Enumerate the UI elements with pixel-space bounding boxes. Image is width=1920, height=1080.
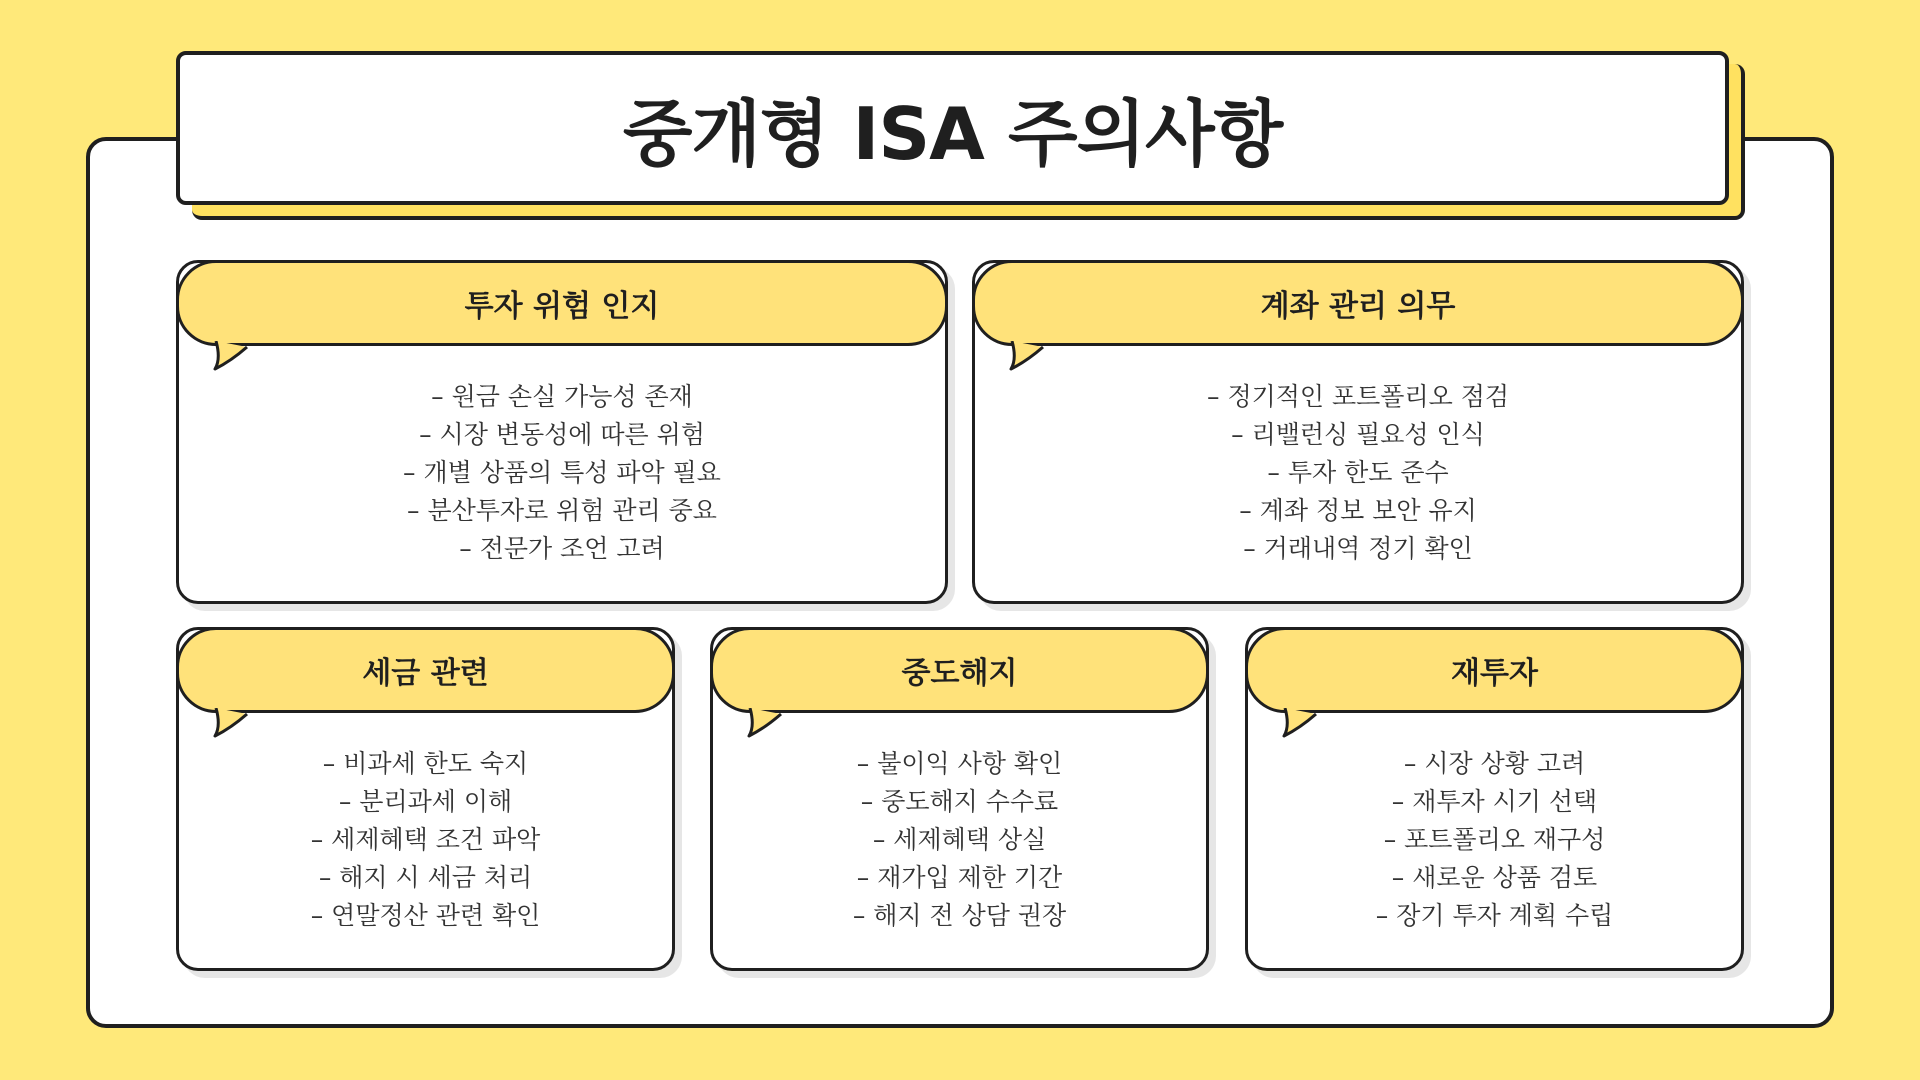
- list-item: – 재가입 제한 기간: [856, 863, 1063, 892]
- speech-tail-icon: [1282, 708, 1322, 738]
- list-item: – 투자 한도 준수: [1267, 458, 1449, 487]
- list-item: – 세제혜택 조건 파악: [310, 825, 541, 854]
- list-item: – 비과세 한도 숙지: [322, 749, 529, 778]
- list-item: – 시장 변동성에 따른 위험: [419, 420, 705, 449]
- list-item: – 리밸런싱 필요성 인식: [1231, 420, 1485, 449]
- card-header: [1245, 627, 1744, 713]
- card-list: [179, 745, 672, 935]
- speech-tail-icon: [213, 708, 253, 738]
- list-item: – 시장 상황 고려: [1403, 749, 1586, 778]
- card-account-management: [972, 260, 1744, 604]
- list-item: – 계좌 정보 보안 유지: [1239, 496, 1477, 525]
- list-item: – 세제혜택 상실: [872, 825, 1047, 854]
- card-header: [972, 260, 1744, 346]
- card-heading: 세금 관련: [362, 656, 489, 691]
- card-header: [176, 260, 948, 346]
- card-early-termination: [710, 627, 1209, 971]
- list-item: – 정기적인 포트폴리오 점검: [1207, 382, 1509, 411]
- card-list: [975, 378, 1741, 568]
- list-item: – 전문가 조언 고려: [459, 534, 665, 563]
- list-item: – 새로운 상품 검토: [1391, 863, 1598, 892]
- card-list: [713, 745, 1206, 935]
- list-item: – 거래내역 정기 확인: [1243, 534, 1473, 563]
- list-item: – 장기 투자 계획 수립: [1375, 901, 1614, 930]
- card-heading: 중도해지: [901, 656, 1018, 691]
- card-list: [1248, 745, 1741, 935]
- card-heading: 계좌 관리 의무: [1260, 289, 1456, 324]
- speech-tail-icon: [1009, 341, 1049, 371]
- card-header: [176, 627, 675, 713]
- card-tax: [176, 627, 675, 971]
- card-heading: 재투자: [1451, 656, 1538, 691]
- list-item: – 분리과세 이해: [338, 787, 513, 816]
- page-title: 중개형 ISA 주의사항: [622, 92, 1283, 176]
- list-item: – 해지 전 상담 권장: [852, 901, 1067, 930]
- card-investment-risk: [176, 260, 948, 604]
- list-item: – 원금 손실 가능성 존재: [431, 382, 693, 411]
- list-item: – 분산투자로 위험 관리 중요: [407, 496, 717, 525]
- list-item: – 포트폴리오 재구성: [1383, 825, 1606, 854]
- card-reinvestment: [1245, 627, 1744, 971]
- list-item: – 해지 시 세금 처리: [318, 863, 533, 892]
- speech-tail-icon: [747, 708, 787, 738]
- list-item: – 중도해지 수수료: [860, 787, 1059, 816]
- list-item: – 연말정산 관련 확인: [310, 901, 541, 930]
- speech-tail-icon: [213, 341, 253, 371]
- list-item: – 재투자 시기 선택: [1391, 787, 1598, 816]
- title-box: [176, 51, 1729, 205]
- card-heading: 투자 위험 인지: [464, 289, 660, 324]
- list-item: – 불이익 사항 확인: [856, 749, 1063, 778]
- list-item: – 개별 상품의 특성 파악 필요: [403, 458, 721, 487]
- card-list: [179, 378, 945, 568]
- card-header: [710, 627, 1209, 713]
